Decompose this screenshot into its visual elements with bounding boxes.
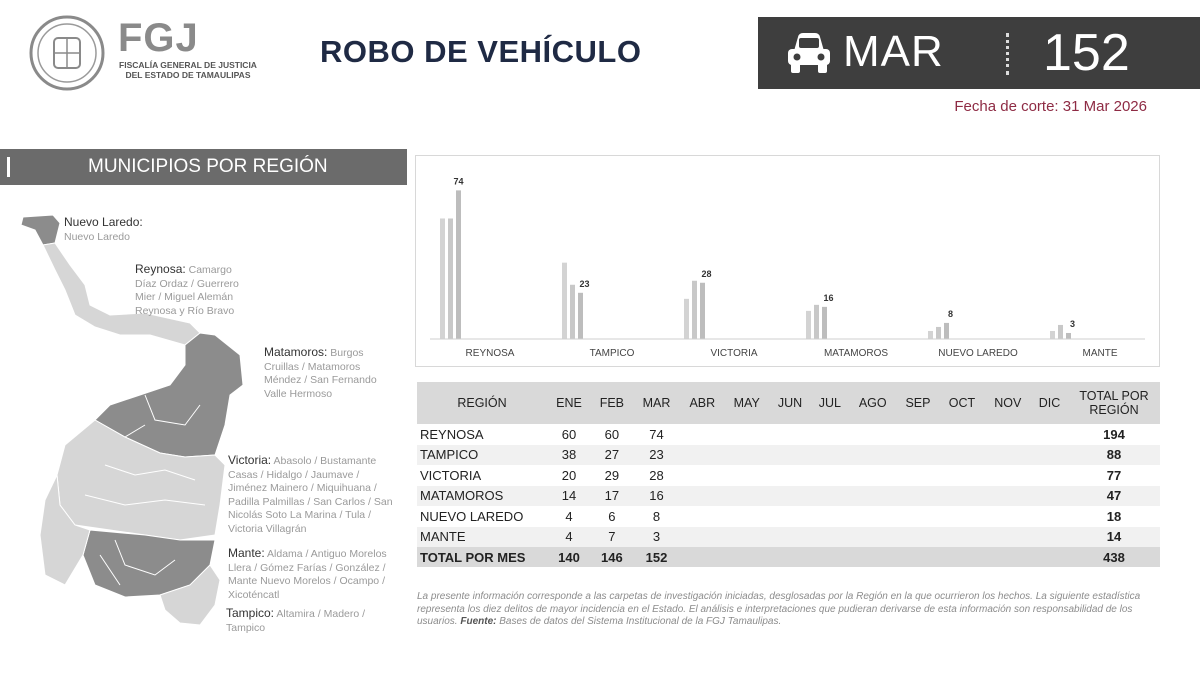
chart-data-label: 23 xyxy=(579,278,590,289)
region-name: Mante: xyxy=(228,546,265,560)
row-region-name: VICTORIA xyxy=(420,467,482,483)
month-cell: 74 xyxy=(649,426,664,442)
section-header xyxy=(0,149,407,185)
month-cell xyxy=(680,445,724,466)
chart-category-label: VICTORIA xyxy=(710,348,758,359)
month-cell: 8 xyxy=(652,508,661,524)
region-label-victoria xyxy=(228,454,396,536)
month-cell: 6 xyxy=(608,508,616,524)
chart-bar xyxy=(1066,333,1071,339)
row-total: 14 xyxy=(1068,527,1160,548)
month-cell xyxy=(680,486,724,507)
section-title: MUNICIPIOS POR REGIÓN xyxy=(88,156,328,177)
region-name: Nuevo Laredo: xyxy=(64,215,143,229)
footer-month-total xyxy=(811,547,849,567)
month-cell: 4 xyxy=(565,508,573,524)
month-cell xyxy=(897,424,940,445)
month-cell xyxy=(769,445,811,466)
table-row xyxy=(417,465,1160,486)
chart-category-label: TAMPICO xyxy=(589,348,635,359)
column-header: MAY xyxy=(724,382,769,424)
month-cell xyxy=(811,486,849,507)
row-total: 194 xyxy=(1103,426,1125,442)
chart-bar xyxy=(1050,331,1055,339)
region-name: Reynosa: xyxy=(135,262,186,276)
footer-month-total xyxy=(897,547,940,567)
chart-category-label: MATAMOROS xyxy=(823,348,889,359)
row-region-name: MATAMOROS xyxy=(417,486,547,507)
chart-category-label: NUEVO LAREDO xyxy=(938,348,1018,359)
row-region-name: REYNOSA xyxy=(420,426,484,442)
month-cell xyxy=(897,527,940,548)
month-cell xyxy=(724,527,769,548)
month-cell xyxy=(811,465,849,486)
month-cell xyxy=(769,506,811,527)
region-label-reynosa xyxy=(135,263,247,318)
month-cell xyxy=(985,445,1031,466)
month-cell: 23 xyxy=(633,445,681,466)
column-header: NOV xyxy=(985,382,1031,424)
month-cell xyxy=(1031,486,1068,507)
column-header: ENE xyxy=(547,382,591,424)
chart-bar xyxy=(944,323,949,339)
column-header: JUL xyxy=(811,382,849,424)
month-cell xyxy=(724,445,769,466)
car-icon xyxy=(784,29,834,77)
chart-bar xyxy=(928,331,933,339)
row-region-name: NUEVO LAREDO xyxy=(420,508,524,524)
month-cell: 28 xyxy=(649,467,664,483)
footer-month-total xyxy=(939,547,984,567)
month-cell xyxy=(985,506,1031,527)
row-region-name: MANTE xyxy=(417,527,547,548)
row-total: 77 xyxy=(1106,467,1122,483)
footer-label: TOTAL POR MES xyxy=(417,547,547,567)
chart-data-label: 3 xyxy=(1069,318,1076,329)
month-cell xyxy=(769,424,811,445)
footer-month-total xyxy=(724,547,769,567)
month-cell xyxy=(680,506,724,527)
section-marker xyxy=(7,157,10,177)
region-name: Victoria: xyxy=(228,453,272,467)
month-cell: 29 xyxy=(604,467,620,483)
month-cell: 17 xyxy=(591,486,633,507)
grand-total: 438 xyxy=(1068,547,1160,567)
column-header-region: REGIÓN xyxy=(417,382,547,424)
month-cell: 3 xyxy=(633,527,681,548)
month-cell xyxy=(769,465,811,486)
footer-month-total xyxy=(849,547,897,567)
footnote-source: Bases de datos del Sistema Institucional de la FGJ Tamaulipas. xyxy=(496,616,782,627)
month-cell xyxy=(939,424,984,445)
month-cell xyxy=(985,486,1031,507)
chart-category-label: REYNOSA xyxy=(465,348,515,359)
footnote xyxy=(417,591,1162,629)
logo-subtitle: FISCALÍA GENERAL DE JUSTICIA DEL ESTADO DE TAMAULIPAS xyxy=(119,60,257,80)
region-label-matamoros xyxy=(264,346,390,401)
month-cell: 7 xyxy=(591,527,633,548)
footer-month-total xyxy=(985,547,1031,567)
chart-bar xyxy=(692,281,697,339)
month-cell xyxy=(1031,424,1068,445)
column-header: OCT xyxy=(939,382,984,424)
table-row xyxy=(417,424,1160,445)
month-cell xyxy=(939,486,984,507)
month-cell xyxy=(939,506,984,527)
month-cell: 14 xyxy=(547,486,591,507)
column-header: JUN xyxy=(769,382,811,424)
chart-bar xyxy=(806,311,811,339)
month-cell xyxy=(849,506,897,527)
logo-brand-text: FGJ xyxy=(118,16,199,60)
region-label-tampico xyxy=(226,607,386,635)
kpi-divider xyxy=(1006,33,1009,75)
month-cell: 60 xyxy=(604,426,620,442)
table-body xyxy=(417,424,1160,547)
region-label-mante xyxy=(228,547,398,602)
column-header: AGO xyxy=(849,382,897,424)
chart-category-label: MANTE xyxy=(1082,348,1118,359)
month-cell xyxy=(849,527,897,548)
month-cell xyxy=(1031,506,1068,527)
month-cell xyxy=(769,527,811,548)
region-municipalities: Nuevo Laredo xyxy=(64,230,130,243)
month-cell xyxy=(811,424,849,445)
month-cell xyxy=(769,486,811,507)
cutoff-date: Fecha de corte: 31 Mar 2026 xyxy=(954,98,1147,115)
month-cell xyxy=(680,465,724,486)
month-cell xyxy=(849,465,897,486)
month-cell xyxy=(849,445,897,466)
month-cell xyxy=(724,424,769,445)
month-cell xyxy=(939,445,984,466)
table-footer-row xyxy=(417,547,1160,567)
month-cell xyxy=(680,527,724,548)
region-name: Tampico: xyxy=(226,606,275,620)
monthly-data-table xyxy=(417,382,1160,567)
column-header: DIC xyxy=(1031,382,1068,424)
chart-data-label: 8 xyxy=(947,308,954,319)
region-municipalities: Abasolo / Bustamante Casas / Hidalgo / Jaumave / Jiménez Mainero / Miquihuana / Padilla Palmillas / San Carlos / San Nicolás Soto La Marina / Tula / Victoria Villagrán xyxy=(228,455,393,535)
month-cell xyxy=(985,465,1031,486)
row-region-name: TAMPICO xyxy=(417,445,547,466)
table-row xyxy=(417,445,1160,466)
month-cell xyxy=(939,527,984,548)
chart-data-label: 28 xyxy=(701,268,712,279)
chart-bar xyxy=(456,190,461,339)
month-cell xyxy=(724,506,769,527)
chart-bar xyxy=(448,218,453,339)
fgj-logo xyxy=(28,14,257,94)
month-cell xyxy=(1031,445,1068,466)
chart-data-label: 74 xyxy=(453,176,464,187)
region-municipalities: Aldama / Antiguo Morelos Llera / Gómez Farías / González / Mante Nuevo Morelos / Ocampo / Xicoténcatl xyxy=(228,548,387,601)
region-municipalities: Camargo Díaz Ordaz / Guerrero Mier / Miguel Alemán Reynosa y Río Bravo xyxy=(135,264,239,317)
map-region-nuevo-laredo xyxy=(21,215,60,245)
chart-bar xyxy=(570,285,575,339)
month-cell xyxy=(897,445,940,466)
footnote-text: La presente información corresponde a las carpetas de investigación iniciadas, desglosadas por la Región en la que ocurrieron los hechos. La siguiente estadística representa los diez delitos de mayor incidencia en el Estado. El análisis e interpretaciones que pudieran derivarse de esta información son responsabilidad de los usuarios. xyxy=(417,591,1141,627)
region-label-nuevo-laredo xyxy=(64,216,164,244)
month-cell xyxy=(985,424,1031,445)
chart-bar xyxy=(562,263,567,339)
month-cell xyxy=(680,424,724,445)
month-cell xyxy=(724,486,769,507)
month-cell xyxy=(939,465,984,486)
chart-bar xyxy=(700,283,705,339)
chart-bar xyxy=(936,327,941,339)
footnote-source-label: Fuente: xyxy=(460,616,497,627)
month-cell xyxy=(849,424,897,445)
footer-month-total: 152 xyxy=(633,547,681,567)
month-cell xyxy=(811,445,849,466)
kpi-banner xyxy=(758,17,1200,89)
region-municipalities: Burgos Cruillas / Matamoros Méndez / San Fernando Valle Hermoso xyxy=(264,347,377,400)
state-seal-icon xyxy=(28,14,106,92)
region-name: Matamoros: xyxy=(264,345,328,359)
month-cell xyxy=(811,527,849,548)
month-cell xyxy=(849,486,897,507)
kpi-month: MAR xyxy=(843,27,944,76)
month-cell xyxy=(811,506,849,527)
chart-data-label: 16 xyxy=(823,292,834,303)
month-cell xyxy=(1031,527,1068,548)
table-row xyxy=(417,506,1160,527)
month-cell: 20 xyxy=(561,467,577,483)
column-header: ABR xyxy=(680,382,724,424)
row-total: 47 xyxy=(1068,486,1160,507)
row-total: 18 xyxy=(1106,508,1122,524)
table-row xyxy=(417,486,1160,507)
month-cell: 27 xyxy=(591,445,633,466)
kpi-total: 152 xyxy=(1043,24,1130,82)
column-header: TOTAL POR REGIÓN xyxy=(1068,382,1160,424)
column-header: MAR xyxy=(633,382,681,424)
table-row xyxy=(417,527,1160,548)
row-total: 88 xyxy=(1068,445,1160,466)
chart-bar xyxy=(684,299,689,339)
month-cell: 38 xyxy=(547,445,591,466)
column-header: SEP xyxy=(897,382,940,424)
footer-month-total xyxy=(680,547,724,567)
month-cell: 16 xyxy=(633,486,681,507)
chart-bar xyxy=(578,293,583,339)
chart-bar xyxy=(814,305,819,339)
month-cell: 60 xyxy=(561,426,577,442)
footer-month-total: 146 xyxy=(591,547,633,567)
table-header-row xyxy=(417,382,1160,424)
month-cell xyxy=(897,506,940,527)
month-cell xyxy=(1031,465,1068,486)
chart-bar xyxy=(822,307,827,339)
month-cell xyxy=(897,465,940,486)
monthly-bar-chart xyxy=(415,155,1160,367)
month-cell: 4 xyxy=(547,527,591,548)
footer-month-total: 140 xyxy=(547,547,591,567)
month-cell xyxy=(724,465,769,486)
month-cell xyxy=(985,527,1031,548)
footer-month-total xyxy=(769,547,811,567)
chart-bar xyxy=(1058,325,1063,339)
month-cell xyxy=(897,486,940,507)
page-title: ROBO DE VEHÍCULO xyxy=(320,34,642,69)
footer-month-total xyxy=(1031,547,1068,567)
column-header: FEB xyxy=(591,382,633,424)
chart-bar xyxy=(440,218,445,339)
region-municipalities: Altamira / Madero / Tampico xyxy=(226,608,366,634)
